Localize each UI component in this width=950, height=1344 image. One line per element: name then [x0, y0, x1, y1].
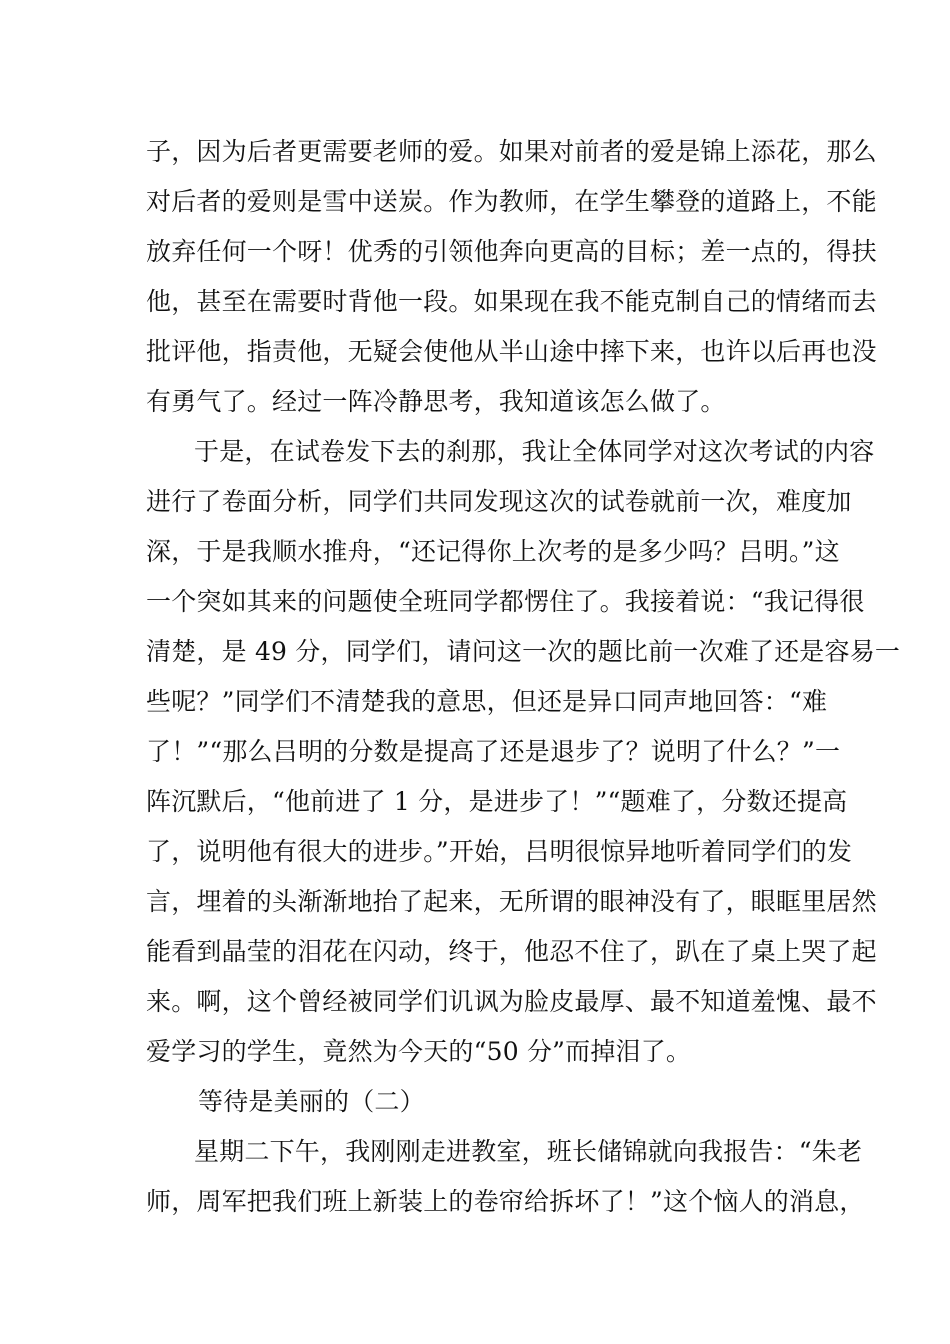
text-line: 师，周军把我们班上新装上的卷帘给拆坏了！”这个恼人的消息， — [146, 1187, 865, 1216]
text-line: 言，埋着的头渐渐地抬了起来，无所谓的眼神没有了，眼眶里居然 — [146, 887, 877, 916]
text-line: 深，于是我顺水推舟，“还记得你上次考的是多少吗？吕明。”这 — [146, 537, 840, 566]
text-line: 能看到晶莹的泪花在闪动，终于，他忍不住了，趴在了桌上哭了起 — [146, 937, 877, 966]
text-line: 进行了卷面分析，同学们共同发现这次的试卷就前一次，难度加 — [146, 487, 852, 516]
text-line: 对后者的爱则是雪中送炭。作为教师，在学生攀登的道路上，不能 — [146, 187, 877, 216]
section-heading: 等待是美丽的（二） — [198, 1087, 425, 1116]
text-line: 有勇气了。经过一阵冷静思考，我知道该怎么做了。 — [146, 387, 726, 416]
text-line: 些呢？”同学们不清楚我的意思，但还是异口同声地回答：“难 — [146, 687, 828, 716]
text-line: 一个突如其来的问题使全班同学都愣住了。我接着说：“我记得很 — [146, 587, 865, 616]
text-line: 了！”“那么吕明的分数是提高了还是退步了？说明了什么？”一 — [146, 737, 841, 766]
text-line: 清楚，是 49 分，同学们，请问这一次的题比前一次难了还是容易一 — [146, 637, 901, 666]
text-line: 了，说明他有很大的进步。”开始，吕明很惊异地听着同学们的发 — [146, 837, 853, 866]
text-line: 阵沉默后，“他前进了 1 分，是进步了！”“题难了，分数还提高 — [146, 787, 848, 816]
text-line: 他，甚至在需要时背他一段。如果现在我不能克制自己的情绪而去 — [146, 287, 877, 316]
paragraph-first-line: 星期二下午，我刚刚走进教室，班长储锦就向我报告：“朱老 — [194, 1137, 863, 1166]
paragraph-first-line: 于是，在试卷发下去的刹那，我让全体同学对这次考试的内容 — [194, 437, 875, 466]
text-line: 批评他，指责他，无疑会使他从半山途中摔下来，也许以后再也没 — [146, 337, 877, 366]
text-line: 子，因为后者更需要老师的爱。如果对前者的爱是锦上添花，那么 — [146, 137, 877, 166]
text-line: 来。啊，这个曾经被同学们讥讽为脸皮最厚、最不知道羞愧、最不 — [146, 987, 877, 1016]
text-line: 爱学习的学生，竟然为今天的“50 分”而掉泪了。 — [146, 1037, 692, 1066]
text-line: 放弃任何一个呀！优秀的引领他奔向更高的目标；差一点的，得扶 — [146, 237, 877, 266]
